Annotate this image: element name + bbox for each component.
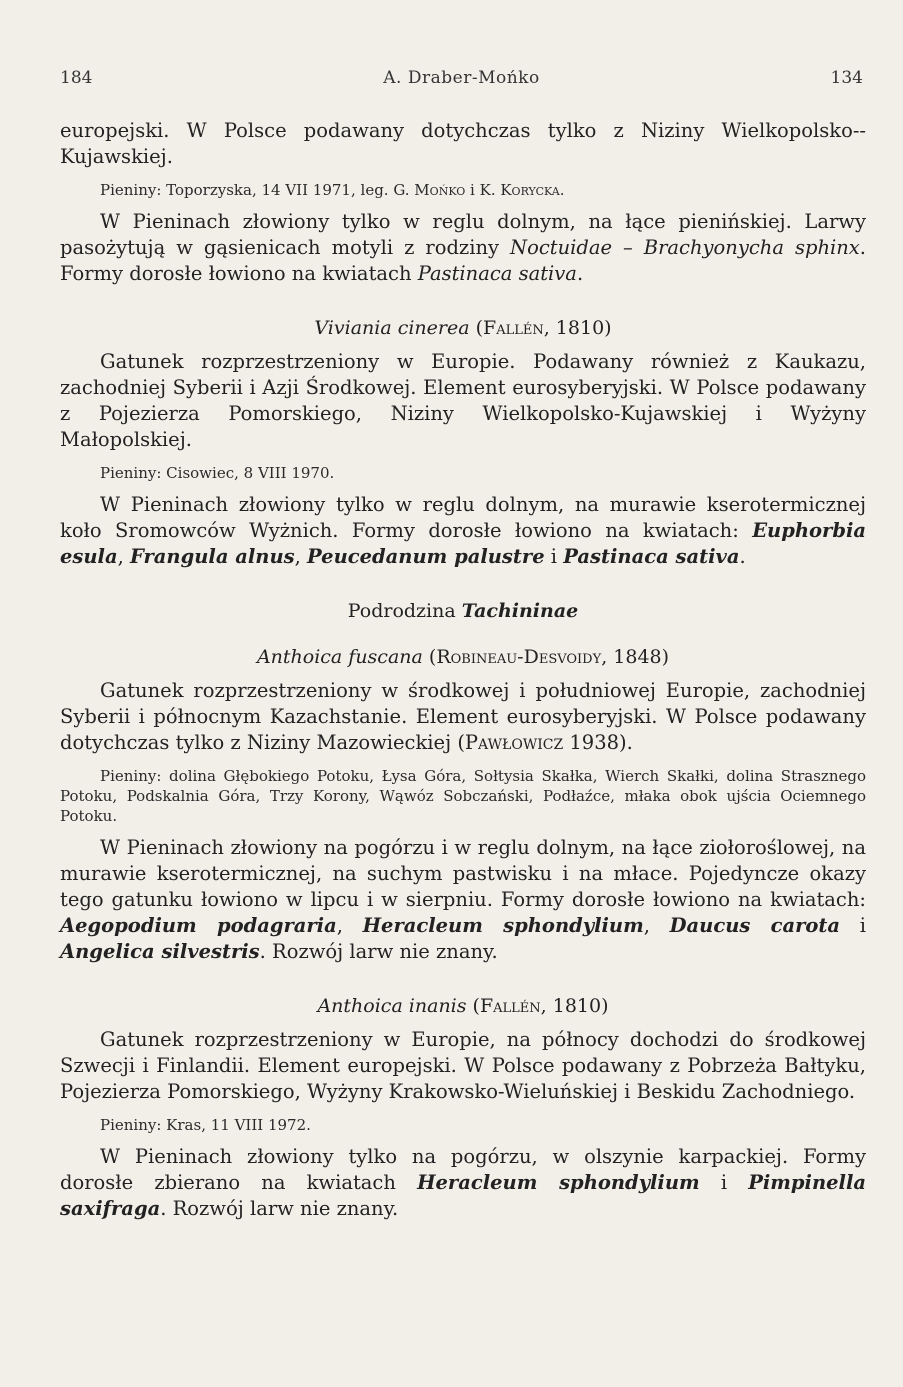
paragraph-biology: W Pieninach złowiony na pogórzu i w reglu dolnym, na łące ziołoroślowej, na murawie kserotermicznej, na suchym pastwisku i na młace. Pojedyncze okazy tego gatunku łowiono w lipcu i w sierpniu. Formy dorosłe łowiono na kwiatach: Aegopodium podagraria, Heracleum sphondylium, Daucus carota i Angelica silvestris. Rozwój larw nie znany. bbox=[60, 836, 867, 963]
species-heading: Viviania cinerea (Fallén, 1810) bbox=[314, 317, 612, 339]
locality-record: Pieniny: Cisowiec, 8 VIII 1970. bbox=[100, 464, 335, 482]
locality-record: Pieniny: dolina Głębokiego Potoku, Łysa Góra, Sołtysia Skałka, Wierch Skałki, dolina Strasznego Potoku, Podskalnia Góra, Trzy Korony, Wąwóz Sobczański, Podłaźce, młaka obok ujścia Ociemnego Potoku. bbox=[60, 767, 866, 825]
running-author: A. Draber-Mońko bbox=[383, 68, 540, 88]
species-heading: Anthoica inanis (Fallén, 1810) bbox=[317, 995, 609, 1017]
right-page-number: 134 bbox=[830, 68, 863, 88]
page-body bbox=[60, 118, 866, 1222]
paragraph-biology: W Pieninach złowiony tylko na pogórzu, w olszynie karpackiej. Formy dorosłe zbierano na kwiatach Heracleum sphondylium i Pimpinella saxifraga. Rozwój larw nie znany. bbox=[60, 1145, 866, 1220]
paragraph-continuation: europejski. W Polsce podawany dotychczas tylko z Niziny Wielkopolsko--Kujawskiej. bbox=[60, 119, 866, 168]
paragraph-distribution: Gatunek rozprzestrzeniony w Europie, na północy dochodzi do środkowej Szwecji i Finlandii. Element europejski. W Polsce podawany z Pobrzeża Bałtyku, Pojezierza Pomorskiego, Wyżyny Krakowsko-Wieluńskiej i Beskidu Zachodniego. bbox=[60, 1028, 866, 1103]
paragraph-biology: W Pieninach złowiony tylko w reglu dolnym, na murawie kserotermicznej koło Sromowców Wyżnich. Formy dorosłe łowiono na kwiatach: Euphorbia esula, Frangula alnus, Peucedanum palustre i Pastinaca sativa. bbox=[60, 493, 866, 568]
paragraph-distribution: Gatunek rozprzestrzeniony w Europie. Podawany również z Kaukazu, zachodniej Syberii i Azji Środkowej. Element eurosyberyjski. W Polsce podawany z Pojezierza Pomorskiego, Niziny Wielkopolsko-Kujawskiej i Wyżyny Małopolskiej. bbox=[60, 350, 866, 451]
locality-record: Pieniny: Toporzyska, 14 VII 1971, leg. G. Mońko i K. Korycka. bbox=[100, 181, 565, 199]
paragraph-distribution: Gatunek rozprzestrzeniony w środkowej i południowej Europie, zachodniej Syberii i północnym Kazachstanie. Element eurosyberyjski. W Polsce podawany dotychczas tylko z Niziny Mazowieckiej (Pawłowicz 1938). bbox=[60, 679, 866, 754]
species-heading: Anthoica fuscana (Robineau-Desvoidy, 1848) bbox=[256, 646, 670, 668]
subfamily-heading: Podrodzina Tachininae bbox=[347, 600, 579, 622]
left-page-number: 184 bbox=[60, 68, 93, 88]
paragraph-biology: W Pieninach złowiony tylko w reglu dolnym, na łące pienińskiej. Larwy pasożytują w gąsienicach motyli z rodziny Noctuidae – Brachyonycha sphinx. Formy dorosłe łowiono na kwiatach Pastinaca sativa. bbox=[60, 210, 866, 285]
locality-record: Pieniny: Kras, 11 VIII 1972. bbox=[100, 1116, 311, 1134]
